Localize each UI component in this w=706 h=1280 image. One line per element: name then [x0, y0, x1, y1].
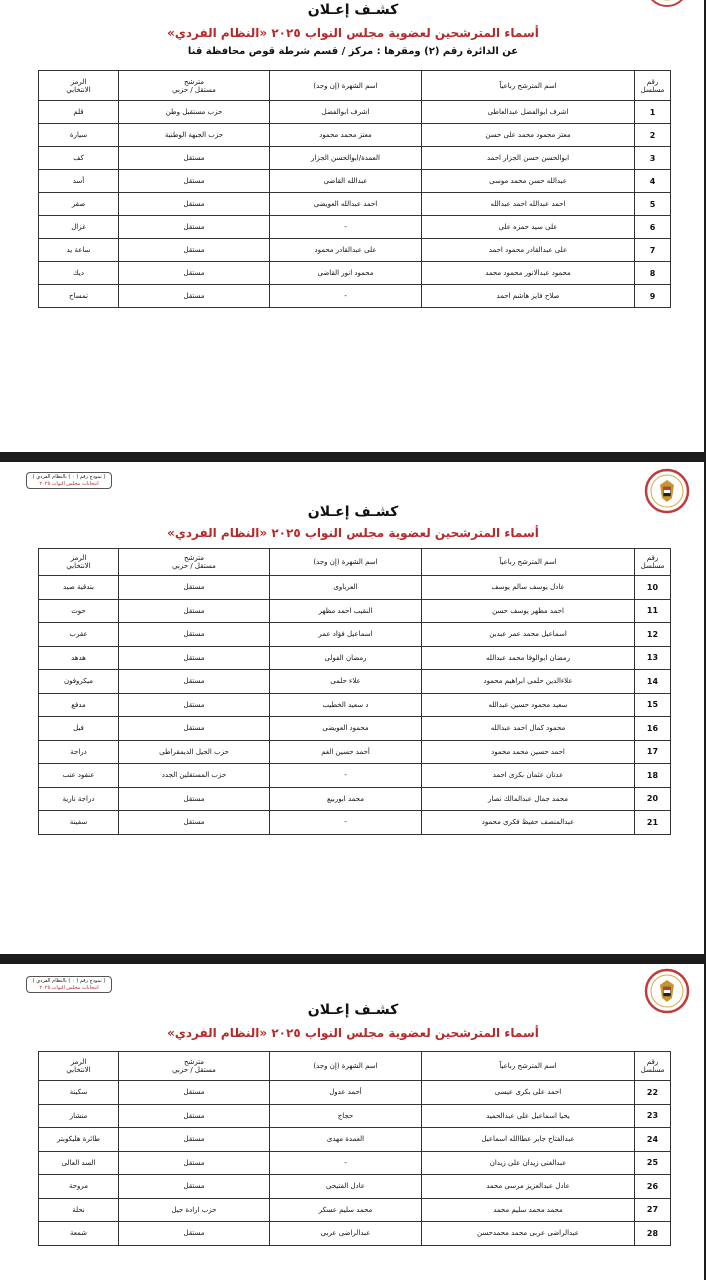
party-cell: حزب الجيل الديمقراطى — [119, 740, 270, 764]
candidates-table — [38, 1051, 671, 1246]
form-number-box — [26, 472, 112, 489]
header-serial: رقم مسلسل — [635, 549, 671, 576]
alias-cell: - — [270, 1151, 422, 1175]
table-row — [39, 646, 671, 670]
symbol-cell: ميكروفون — [39, 670, 119, 694]
symbol-cell: أسد — [39, 170, 119, 193]
announcement-page-3 — [0, 964, 706, 1280]
table-header-row — [39, 549, 671, 576]
name-cell: احمد على بكرى عيسى — [422, 1081, 635, 1105]
party-cell: مستقل — [119, 262, 270, 285]
name-cell: عبدالله حسن محمد موسى — [422, 170, 635, 193]
table-row — [39, 623, 671, 647]
name-cell: عادل يوسف سالم يوسف — [422, 576, 635, 600]
serial-cell: 9 — [635, 285, 671, 308]
party-cell: مستقل — [119, 576, 270, 600]
serial-cell: 15 — [635, 693, 671, 717]
symbol-cell: كف — [39, 147, 119, 170]
table-row — [39, 670, 671, 694]
symbol-cell: منشار — [39, 1104, 119, 1128]
party-cell: مستقل — [119, 193, 270, 216]
table-row — [39, 193, 671, 216]
name-cell: عدنان عثمان بكرى احمد — [422, 764, 635, 788]
name-cell: عبدالراضى عربى محمد محمدحسن — [422, 1222, 635, 1246]
name-cell: اشرف ابوالفضل عبدالعاطى — [422, 101, 635, 124]
party-cell: مستقل — [119, 1128, 270, 1152]
header-party — [119, 1052, 270, 1081]
table-row — [39, 764, 671, 788]
name-cell: معتز محمود محمد على حسن — [422, 124, 635, 147]
alias-cell: محمد سليم عسكر — [270, 1198, 422, 1222]
serial-cell: 25 — [635, 1151, 671, 1175]
alias-cell: عبدالراضى عربى — [270, 1222, 422, 1246]
serial-cell: 16 — [635, 717, 671, 741]
table-row — [39, 811, 671, 835]
header-party-line1: مترشح — [183, 554, 205, 562]
alias-cell: اسماعيل فؤاد عمر — [270, 623, 422, 647]
table-row — [39, 147, 671, 170]
symbol-cell: مدفع — [39, 693, 119, 717]
symbol-cell: سكينة — [39, 1081, 119, 1105]
alias-cell: عادل الفتيحى — [270, 1175, 422, 1199]
name-cell: عادل عبدالعزيز مرسى محمد — [422, 1175, 635, 1199]
name-cell: محمود كمال احمد عبدالله — [422, 717, 635, 741]
table-row — [39, 1175, 671, 1199]
alias-cell: أحمد حسين الغم — [270, 740, 422, 764]
name-cell: سعيد محمود حسين عبدالله — [422, 693, 635, 717]
alias-cell: محمود انور القاضى — [270, 262, 422, 285]
header-serial: رقم مسلسل — [635, 71, 671, 101]
party-cell: مستقل — [119, 1175, 270, 1199]
header-symbol-line1: الرمز — [70, 554, 87, 562]
alias-cell: علاء حلمى — [270, 670, 422, 694]
header-serial: رقم مسلسل — [635, 1052, 671, 1081]
serial-cell: 18 — [635, 764, 671, 788]
party-cell: مستقل — [119, 1222, 270, 1246]
alias-cell: عبدالله القاضى — [270, 170, 422, 193]
serial-cell: 6 — [635, 216, 671, 239]
table-row — [39, 599, 671, 623]
alias-cell: العمدة/ابوالحسن الجزار — [270, 147, 422, 170]
symbol-cell: سيارة — [39, 124, 119, 147]
header-party — [119, 71, 270, 101]
header-party — [119, 549, 270, 576]
table-row — [39, 740, 671, 764]
alias-cell: د سعيد الخطيب — [270, 693, 422, 717]
alias-cell: - — [270, 764, 422, 788]
header-party-line2: مستقل / حزبي — [172, 562, 216, 570]
name-cell: يحيا اسماعيل على عبدالحميد — [422, 1104, 635, 1128]
header-party-line2: مستقل / حزبي — [172, 1066, 216, 1074]
name-cell: على سيد حمزه على — [422, 216, 635, 239]
header-symbol-line2: الانتخابي — [66, 85, 91, 94]
table-header-row — [39, 71, 671, 101]
serial-cell: 11 — [635, 599, 671, 623]
serial-cell: 22 — [635, 1081, 671, 1105]
header-symbol-line1: الرمز — [70, 77, 87, 86]
party-cell: مستقل — [119, 670, 270, 694]
serial-cell: 23 — [635, 1104, 671, 1128]
symbol-cell: ساعة يد — [39, 239, 119, 262]
alias-cell: - — [270, 811, 422, 835]
serial-cell: 14 — [635, 670, 671, 694]
party-cell: مستقل — [119, 599, 270, 623]
serial-cell: 1 — [635, 101, 671, 124]
name-cell: محمد جمال عبدالمالك نصار — [422, 787, 635, 811]
name-cell: ابوالحسن حسن الجزار احمد — [422, 147, 635, 170]
announcement-page-2 — [0, 462, 706, 954]
table-row — [39, 239, 671, 262]
symbol-cell: قلم — [39, 101, 119, 124]
candidates-table — [38, 70, 671, 308]
serial-cell: 21 — [635, 811, 671, 835]
serial-cell: 5 — [635, 193, 671, 216]
name-cell: احمد مظهر يوسف حسن — [422, 599, 635, 623]
form-box-line2: انتخابات مجلس النواب ٢٠٢٥ — [39, 481, 99, 487]
page-subtitle: أسماء المترشحين لعضوية مجلس النواب ٢٠٢٥ «النظام الفردي» — [167, 26, 539, 40]
serial-cell: 27 — [635, 1198, 671, 1222]
table-row — [39, 124, 671, 147]
header-name: اسم المترشح رباعياً — [422, 1052, 635, 1081]
alias-cell: - — [270, 285, 422, 308]
party-cell: مستقل — [119, 147, 270, 170]
serial-cell: 10 — [635, 576, 671, 600]
table-row — [39, 285, 671, 308]
symbol-cell: دراجة — [39, 740, 119, 764]
symbol-cell: ديك — [39, 262, 119, 285]
table-row — [39, 1104, 671, 1128]
form-box-line2: انتخابات مجلس النواب ٢٠٢٥ — [39, 985, 99, 991]
name-cell: احمد عبدالله احمد عبدالله — [422, 193, 635, 216]
serial-cell: 13 — [635, 646, 671, 670]
header-symbol-line1: الرمز — [70, 1058, 87, 1066]
party-cell: مستقل — [119, 285, 270, 308]
symbol-cell: سفينة — [39, 811, 119, 835]
name-cell: عبدالمنصف حفيظ فكرى محمود — [422, 811, 635, 835]
serial-cell: 4 — [635, 170, 671, 193]
table-row — [39, 1081, 671, 1105]
symbol-cell: دراجة نارية — [39, 787, 119, 811]
form-number-box — [26, 976, 112, 993]
page-separator — [0, 452, 706, 462]
alias-cell: حجاج — [270, 1104, 422, 1128]
serial-cell: 28 — [635, 1222, 671, 1246]
party-cell: مستقل — [119, 717, 270, 741]
party-cell: مستقل — [119, 811, 270, 835]
symbol-cell: السد العالى — [39, 1151, 119, 1175]
page-title: كشـف إعـلان — [307, 1002, 399, 1018]
alias-cell: العمدة مهدى — [270, 1128, 422, 1152]
name-cell: على عبدالقادر محمود احمد — [422, 239, 635, 262]
serial-cell: 8 — [635, 262, 671, 285]
table-row — [39, 1198, 671, 1222]
header-party-line2: مستقل / حزبي — [172, 85, 216, 94]
form-box-line1: ( نموذج رقم ( ٠ ) بالنظام الفردي ) — [32, 474, 106, 480]
header-symbol — [39, 549, 119, 576]
alias-cell: - — [270, 216, 422, 239]
symbol-cell: حوت — [39, 599, 119, 623]
party-cell: مستقل — [119, 216, 270, 239]
name-cell: محمد محمد سليم محمد — [422, 1198, 635, 1222]
alias-cell: على عبدالقادر محمود — [270, 239, 422, 262]
page-subtitle: أسماء المترشحين لعضوية مجلس النواب ٢٠٢٥ «النظام الفردي» — [167, 1026, 539, 1040]
serial-cell: 26 — [635, 1175, 671, 1199]
table-row — [39, 717, 671, 741]
header-party-line1: مترشح — [183, 77, 205, 86]
table-row — [39, 262, 671, 285]
symbol-cell: عنقود عنب — [39, 764, 119, 788]
serial-cell: 20 — [635, 787, 671, 811]
symbol-cell: غزال — [39, 216, 119, 239]
table-row — [39, 1151, 671, 1175]
announcement-page-1 — [0, 0, 706, 452]
name-cell: احمد حسين محمد محمود — [422, 740, 635, 764]
alias-cell: أحمد عدول — [270, 1081, 422, 1105]
table-row — [39, 693, 671, 717]
symbol-cell: صقر — [39, 193, 119, 216]
page-title: كشـف إعـلان — [307, 2, 399, 18]
symbol-cell: تمساح — [39, 285, 119, 308]
alias-cell: رمضان الفولى — [270, 646, 422, 670]
party-cell: مستقل — [119, 239, 270, 262]
name-cell: محمود عبدالانور محمود محمد — [422, 262, 635, 285]
alias-cell: العرباوى — [270, 576, 422, 600]
alias-cell: معتز محمد محمود — [270, 124, 422, 147]
party-cell: مستقل — [119, 646, 270, 670]
alias-cell: احمد عبدالله العويضى — [270, 193, 422, 216]
header-alias: اسم الشهرة (إن وجد) — [270, 549, 422, 576]
table-row — [39, 1128, 671, 1152]
party-cell: حزب ارادة جيل — [119, 1198, 270, 1222]
header-alias: اسم الشهرة (إن وجد) — [270, 1052, 422, 1081]
symbol-cell: مروحة — [39, 1175, 119, 1199]
serial-cell: 2 — [635, 124, 671, 147]
page-title: كشـف إعـلان — [307, 504, 399, 520]
serial-cell: 17 — [635, 740, 671, 764]
header-alias: اسم الشهرة (إن وجد) — [270, 71, 422, 101]
table-row — [39, 787, 671, 811]
serial-cell: 7 — [635, 239, 671, 262]
symbol-cell: هدهد — [39, 646, 119, 670]
symbol-cell: طائرة هليكوبتر — [39, 1128, 119, 1152]
header-name: اسم المترشح رباعياً — [422, 71, 635, 101]
header-symbol-line2: الانتخابي — [66, 1066, 91, 1074]
name-cell: علاءالدين حلمى ابراهيم محمود — [422, 670, 635, 694]
name-cell: رمضان ابوالوفا محمد عبدالله — [422, 646, 635, 670]
party-cell: حزب مستقبل وطن — [119, 101, 270, 124]
symbol-cell: نحلة — [39, 1198, 119, 1222]
party-cell: مستقل — [119, 1081, 270, 1105]
party-cell: مستقل — [119, 623, 270, 647]
table-row — [39, 576, 671, 600]
table-row — [39, 170, 671, 193]
serial-cell: 24 — [635, 1128, 671, 1152]
name-cell: صلاح فايز هاشم احمد — [422, 285, 635, 308]
alias-cell: محمد ابوربيع — [270, 787, 422, 811]
serial-cell: 12 — [635, 623, 671, 647]
party-cell: مستقل — [119, 693, 270, 717]
header-name: اسم المترشح رباعياً — [422, 549, 635, 576]
header-party-line1: مترشح — [183, 1058, 205, 1066]
symbol-cell: فيل — [39, 717, 119, 741]
form-box-line1: ( نموذج رقم ( ٠ ) بالنظام الفردي ) — [32, 978, 106, 984]
header-symbol-line2: الانتخابي — [66, 562, 91, 570]
table-row — [39, 216, 671, 239]
alias-cell: محمود العويضى — [270, 717, 422, 741]
party-cell: مستقل — [119, 170, 270, 193]
alias-cell: النقيب احمد مظهر — [270, 599, 422, 623]
party-cell: حزب المستقلين الجدد — [119, 764, 270, 788]
party-cell: مستقل — [119, 1104, 270, 1128]
header-symbol — [39, 71, 119, 101]
party-cell: حزب الجبهة الوطنية — [119, 124, 270, 147]
district-line: عن الدائرة رقم (٢) ومقرها : مركز / قسم شرطة قوص محافظة قنا — [187, 46, 519, 57]
serial-cell: 3 — [635, 147, 671, 170]
header-symbol — [39, 1052, 119, 1081]
party-cell: مستقل — [119, 787, 270, 811]
name-cell: عبدالفتاح جابر عطاالله اسماعيل — [422, 1128, 635, 1152]
page-separator — [0, 954, 706, 964]
symbol-cell: عقرب — [39, 623, 119, 647]
name-cell: عبدالغنى زيدان على زيدان — [422, 1151, 635, 1175]
symbol-cell: بندقية صيد — [39, 576, 119, 600]
candidates-table — [38, 548, 671, 835]
table-header-row — [39, 1052, 671, 1081]
symbol-cell: شمعة — [39, 1222, 119, 1246]
alias-cell: اشرف ابوالفضل — [270, 101, 422, 124]
page-subtitle: أسماء المترشحين لعضوية مجلس النواب ٢٠٢٥ «النظام الفردي» — [167, 526, 539, 540]
party-cell: مستقل — [119, 1151, 270, 1175]
table-row — [39, 1222, 671, 1246]
name-cell: اسماعيل محمد عمر عبدين — [422, 623, 635, 647]
table-row — [39, 101, 671, 124]
